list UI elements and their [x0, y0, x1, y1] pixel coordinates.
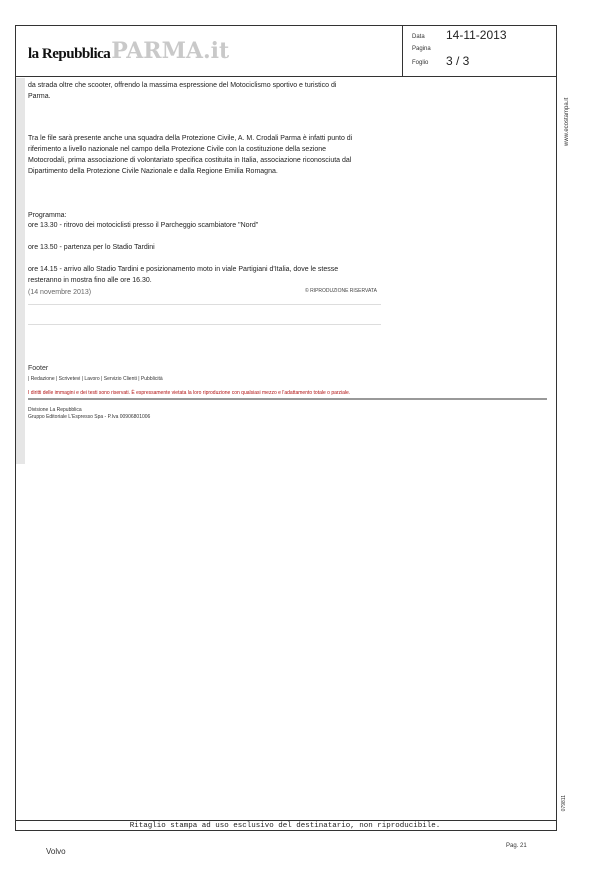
program-heading: Programma:	[28, 212, 67, 219]
article-line: Motocrodali, prima associazione di volontariato specifica costituita in Italia, associazione riconosciuta dal	[28, 157, 352, 164]
divider	[28, 324, 381, 325]
side-code: 079811	[561, 795, 567, 812]
footer-divider	[28, 398, 547, 400]
date-value: 14-11-2013	[446, 28, 507, 42]
page-label: Pagina	[412, 46, 431, 52]
sheet-label: Foglio	[412, 60, 429, 66]
footer-company: Divisione La Repubblica	[28, 407, 82, 413]
reproduction-disclaimer: Ritaglio stampa ad uso esclusivo del destinatario, non riproducibile.	[129, 822, 441, 830]
footer-title: Footer	[28, 365, 49, 372]
copyright-notice: © RIPRODUZIONE RISERVATA	[305, 288, 377, 294]
article-line: Tra le file sarà presente anche una squadra della Protezione Civile, A. M. Crodali Parma è infatti punto di	[28, 135, 353, 142]
side-website: www.ecostampa.it	[564, 97, 570, 146]
page-reference: Pag. 21	[506, 843, 527, 849]
footer-links[interactable]: | Redazione | Scrivetevi | Lavoro | Servizio Clienti | Pubblicità	[28, 376, 163, 382]
article-dateline: (14 novembre 2013)	[28, 289, 92, 296]
article-line: da strada oltre che scooter, offrendo la massima espressione del Motociclismo sportivo e turistico di	[28, 82, 337, 89]
bottom-divider	[15, 820, 557, 821]
program-item: resteranno in mostra fino alle ore 16.30.	[28, 277, 152, 284]
article-line: Parma.	[28, 93, 51, 100]
footer-company-info: Gruppo Editoriale L'Espresso Spa - P.Iva 00906801006	[28, 414, 151, 420]
newspaper-logo	[28, 38, 229, 64]
article-line: riferimento a livello nazionale nel campo della Protezione Civile con la costituzione della sezione	[28, 146, 327, 153]
advertiser-name: Volvo	[46, 847, 66, 856]
divider	[28, 304, 381, 305]
left-margin-bar	[16, 78, 25, 464]
article-line: Dipartimento della Protezione Civile Nazionale e dalla Regione Emilia Romagna.	[28, 168, 278, 175]
footer-rights-notice: I diritti delle immagini e dei testi sono riservati. È espressamente vietata la loro riproduzione con qualsiasi mezzo e l'adattamento totale o parziale.	[28, 390, 351, 396]
program-item: ore 14.15 - arrivo allo Stadio Tardini e posizionamento moto in viale Partigiani d'Italia, dove le stesse	[28, 266, 339, 273]
date-label: Data	[412, 34, 425, 40]
program-item: ore 13.50 - partenza per lo Stadio Tardini	[28, 244, 155, 251]
logo-repubblica: la Repubblica	[28, 46, 111, 62]
program-item: ore 13.30 - ritrovo dei motociclisti presso il Parcheggio scambiatore "Nord"	[28, 222, 259, 229]
sheet-value: 3 / 3	[446, 54, 470, 68]
logo-parma: PARMA.it	[111, 38, 230, 64]
